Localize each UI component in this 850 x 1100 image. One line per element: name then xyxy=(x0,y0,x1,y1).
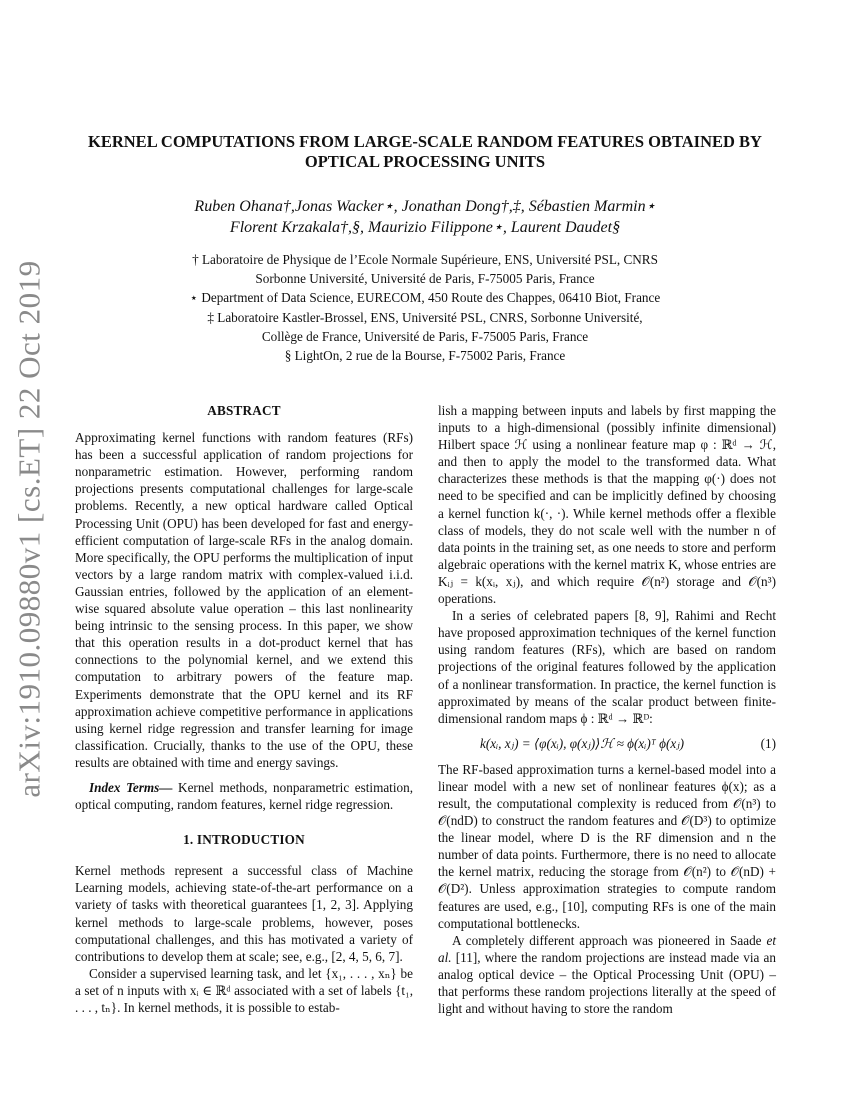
citation-etal: et al. xyxy=(438,932,776,965)
affiliation-line: § LightOn, 2 rue de la Bourse, F-75002 Paris, France xyxy=(284,348,566,364)
title-line: OPTICAL PROCESSING UNITS xyxy=(304,152,546,171)
index-terms-text: Kernel methods, nonparametric estimation, optical computing, random features, kernel ridge regression. xyxy=(75,779,413,813)
body-paragraph: lish a mapping between inputs and labels by first mapping the inputs to a high-dimensional (possibly infinite dimensional) Hilbert space ℋ using a nonlinear feature map φ : ℝᵈ → ℋ, and then to apply the model to the transformed data. What characterizes these methods is that the mapping φ(·) does not need to be specified and can be implicitly defined by choosing a kernel function k(·, ·). While kernel methods offer a flexible class of models, they do not scale well with the number n of data points in the training set, as one needs to store and perform algebraic operations with the kernel matrix K, whose entries are Kᵢⱼ = k(xᵢ, xⱼ), and which require 𝒪(n²) storage and 𝒪(n³) operations. xyxy=(438,403,776,607)
equation-number: (1) xyxy=(760,736,776,752)
affiliation-line: Collège de France, Université de Paris, F-75005 Paris, France xyxy=(261,328,589,344)
paragraph-lead: A completely different approach was pioneered in Saade xyxy=(452,932,767,948)
right-column xyxy=(438,402,776,1017)
affiliation-line: † Laboratoire de Physique de l’Ecole Normale Supérieure, ENS, Université PSL, CNRS xyxy=(192,252,658,267)
index-terms xyxy=(75,779,413,813)
introduction-heading: 1. INTRODUCTION xyxy=(183,832,305,848)
body-paragraph: In a series of celebrated papers [8, 9], Rahimi and Recht have proposed approximation techniques of the kernel function using random features (RFs), which are based on random projections of the original features followed by the application of a nonlinear transformation. In practice, the kernel function is approximated by means of the scalar product between finite-dimensional random maps ϕ : ℝᵈ → ℝᴰ: xyxy=(438,608,776,726)
body-paragraph: The RF-based approximation turns a kernel-based model into a linear model with a new set of nonlinear features ϕ(x); as a result, the computational complexity is reduced from 𝒪(n³) to 𝒪(ndD) to construct the random features and 𝒪(D³) to optimize the linear model, where D is the RF dimension and n the number of data points. Furthermore, there is no need to allocate the kernel matrix, reducing the storage from 𝒪(n²) to 𝒪(nD) + 𝒪(D²). Unless approximation strategies to compute random features are used, e.g., [10], computing RFs is one of the main computational bottlenecks. xyxy=(438,761,776,931)
index-terms-label: Index Terms— xyxy=(89,779,173,795)
title-line: KERNEL COMPUTATIONS FROM LARGE-SCALE RANDOM FEATURES OBTAINED BY xyxy=(88,132,762,151)
left-column xyxy=(75,402,413,1016)
affiliation-line: ‡ Laboratoire Kastler-Brossel, ENS, Université PSL, CNRS, Sorbonne Université, xyxy=(207,309,643,325)
arxiv-identifier-text: arXiv:1910.09880v1 [cs.ET] 22 Oct 2019 xyxy=(12,260,48,798)
author-line: Florent Krzakala†,§, Maurizio Filippone⋆, Laurent Daudet§ xyxy=(229,219,621,236)
abstract-heading: ABSTRACT xyxy=(207,403,281,418)
arxiv-identifier-stamp xyxy=(8,260,52,798)
abstract-paragraph: Approximating kernel functions with random features (RFs) has been a successful application of random projections for nonparametric estimation. However, performing random projections presents computational challenges for large-scale problems. Recently, a new optical hardware called Optical Processing Unit (OPU) has been developed for fast and energy-efficient computation of large-scale RFs in the analog domain. More specifically, the OPU performs the multiplication of input vectors by a large random matrix with complex-valued i.i.d. Gaussian entries, followed by the application of an element-wise squared absolute value operation – this last nonlinearity being intrinsic to the sensing process. In this paper, we show that this operation results in a dot-product kernel that has connections to the polynomial kernel, and we extend this computation to arbitrary powers of the feature map. Experiments demonstrate that the OPU kernel and its RF approximation achieve competitive performance in applications using kernel ridge regression and transfer learning for image classification. Crucially, thanks to the use of the OPU, these results are obtained with time and energy savings. xyxy=(75,430,413,770)
paper-title xyxy=(80,132,770,172)
equation-body: k(xᵢ, xⱼ) = ⟨φ(xᵢ), φ(xⱼ)⟩ℋ ≈ ϕ(xᵢ)ᵀ ϕ(xⱼ) xyxy=(480,736,685,752)
equation-1 xyxy=(438,733,776,755)
affiliation-line: ⋆ Department of Data Science, EURECOM, 450 Route des Chappes, 06410 Biot, France xyxy=(189,290,661,306)
intro-paragraph: Consider a supervised learning task, and let {x₁, . . . , xₙ} be a set of n inputs with xᵢ ∈ ℝᵈ associated with a set of labels {t₁, . . . , tₙ}. In kernel methods, it is possible to estab- xyxy=(75,965,413,1015)
paragraph-rest: [11], where the random projections are instead made via an analog optical device – the Optical Processing Unit (OPU) – that performs these random projections literally at the speed of light and without having to store the random xyxy=(438,949,776,1017)
body-paragraph xyxy=(438,932,776,1017)
author-line: Ruben Ohana†,Jonas Wacker⋆, Jonathan Dong†,‡, Sébastien Marmin⋆ xyxy=(194,198,656,215)
author-list xyxy=(80,196,770,238)
intro-paragraph: Kernel methods represent a successful class of Machine Learning models, achieving state-of-the-art performance on a variety of tasks with theoretical guarantees [1, 2, 3]. Applying kernel methods to large-scale problems, however, poses computational challenges, and this has motivated a variety of contributions to develop them at scale; see, e.g., [2, 4, 5, 6, 7]. xyxy=(75,863,413,964)
affiliation-list xyxy=(80,250,770,365)
affiliation-line: Sorbonne Université, Université de Paris, F-75005 Paris, France xyxy=(255,271,595,287)
